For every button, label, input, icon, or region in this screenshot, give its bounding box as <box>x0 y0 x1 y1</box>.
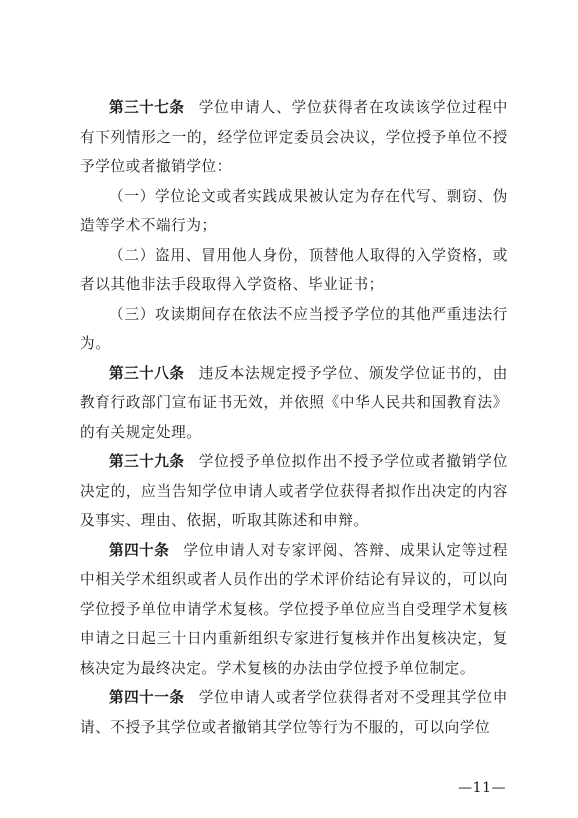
article-heading: 第三十九条 <box>109 453 185 470</box>
paragraph-text: 学位申请人、学位获得者在攻读该学位过程中有下列情形之一的，经学位评定委员会决议，学位授予单位不授予学位或者撤销学位： <box>80 99 508 175</box>
paragraph-article-41 <box>80 683 508 742</box>
page-number: —11— <box>458 780 506 796</box>
paragraph-text: 学位申请人或者学位获得者对不受理其学位申请、不授予其学位或者撤销其学位等行为不服的，可以向学位 <box>80 689 508 736</box>
paragraph-clause-3 <box>80 300 508 359</box>
paragraph-text: （二）盗用、冒用他人身份，顶替他人取得的入学资格，或者以其他非法手段取得入学资格、毕业证书； <box>80 246 508 293</box>
article-heading: 第三十七条 <box>109 99 185 116</box>
article-heading: 第四十一条 <box>109 689 185 706</box>
paragraph-article-39 <box>80 447 508 536</box>
document-body <box>80 93 508 742</box>
paragraph-text: （一）学位论文或者实践成果被认定为存在代写、剽窃、伪造等学术不端行为； <box>80 187 508 234</box>
paragraph-text: 违反本法规定授予学位、颁发学位证书的，由教育行政部门宣布证书无效，并依照《中华人民共和国教育法》的有关规定处理。 <box>80 364 508 441</box>
paragraph-text: （三）攻读期间存在依法不应当授予学位的其他严重违法行为。 <box>80 305 508 352</box>
article-heading: 第三十八条 <box>109 364 185 382</box>
paragraph-article-37 <box>80 93 508 182</box>
paragraph-text: 学位授予单位拟作出不授予学位或者撤销学位决定的，应当告知学位申请人或者学位获得者拟作出决定的内容及事实、理由、依据，听取其陈述和申辩。 <box>80 453 508 529</box>
article-heading: 第四十条 <box>109 541 170 559</box>
paragraph-clause-1 <box>80 182 508 241</box>
paragraph-article-40 <box>80 536 508 684</box>
paragraph-text: 学位申请人对专家评阅、答辩、成果认定等过程中相关学术组织或者人员作出的学术评价结论有异议的，可以向学位授予单位申请学术复核。学位授予单位应当自受理学术复核申请之日起三十日内重新组织专家进行复核并作出复核决定，复核决定为最终决定。学术复核的办法由学位授予单位制定。 <box>80 541 508 677</box>
paragraph-clause-2 <box>80 241 508 300</box>
paragraph-article-38 <box>80 359 508 448</box>
